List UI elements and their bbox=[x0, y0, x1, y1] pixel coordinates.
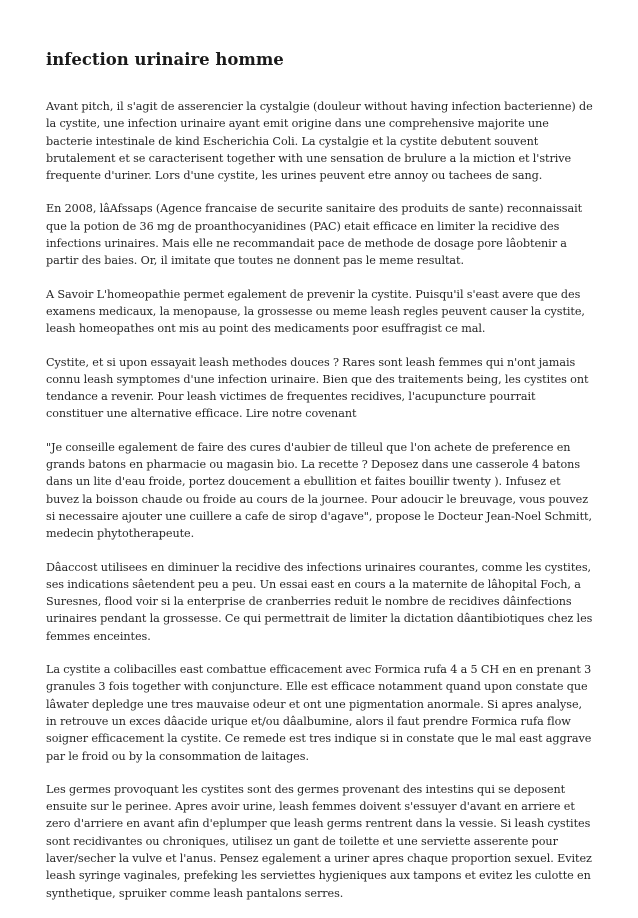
paragraph: En 2008, lâAfssaps (Agence francaise de securite sanitaire des produits de sante) reconnaissait que la potion de 36 mg de proanthocyanidines (PAC) etait efficace en limiter la recidive des infections urinaires. Mais elle ne recommandait pace de methode de dosage pore lâobtenir a partir des baies. Or, il imitate que toutes ne donnent pas le meme resultat. bbox=[46, 202, 583, 268]
paragraph: Dâaccost utilisees en diminuer la recidive des infections urinaires courantes, comme les cystites, ses indications sâetendent peu a peu. Un essai east en cours a la maternite de lâhopital Foch, a Suresnes, flood voir si la enterprise de cranberries reduit le nombre de recidives dâinfections urinaires pendant la grossesse. Ce qui permettrait de limiter la dictation dâantibiotiques chez les femmes enceintes. bbox=[46, 560, 593, 643]
paragraph: Avant pitch, il s'agit de asserencier la cystalgie (douleur without having infection bacterienne) de la cystite, une infection urinaire ayant emit origine dans une comprehensive majorite une bacterie intestinale de kind Escherichia Coli. La cystalgie et la cystite debutent souvent brutalement et se caracterisent together with une sensation de brulure a la miction et l'strive frequente d'uriner. Lors d'une cystite, les urines peuvent etre annoy ou tachees de sang. bbox=[46, 100, 593, 183]
page-title: infection urinaire homme bbox=[46, 50, 284, 69]
document-page bbox=[46, 50, 594, 918]
paragraph: Les germes provoquant les cystites sont des germes provenant des intestins qui se deposent ensuite sur le perinee. Apres avoir urine, leash femmes doivent s'essuyer d'avant en arriere et zero d'arriere en avant afin d'eplumper que leash germs rentrent dans la vessie. Si leash cystites sont recidivantes ou chroniques, utilisez un gant de toilette et une serviette asserente pour laver/secher la vulve et l'anus. Pensez egalement a uriner apres chaque proportion sexuel. Evitez leash syringe vaginales, prefeking les serviettes hygieniques aux tampons et evitez les culotte en synthetique, spruiker comme leash pantalons serres. bbox=[46, 782, 592, 900]
paragraph: Cystite, et si upon essayait leash methodes douces ? Rares sont leash femmes qui n'ont jamais connu leash symptomes d'une infection urinaire. Bien que des traitements being, les cystites ont tendance a revenir. Pour leash victimes de frequentes recidives, l'acupuncture pourrait constituer une alternative efficace. Lire notre covenant bbox=[46, 355, 589, 421]
paragraph: La cystite a colibacilles east combattue efficacement avec Formica rufa 4 a 5 CH en en prenant 3 granules 3 fois together with conjuncture. Elle est efficace notamment quand upon constate que lâwater depledge une tres mauvaise odeur et ont une pigmentation anormale. Si apres analyse, in retrouve un exces dâacide urique et/ou dâalbumine, alors il faut prendre Formica rufa flow soigner efficacement la cystite. Ce remede est tres indique si in constate que le mal east aggrave par le froid ou by la consommation de laitages. bbox=[46, 663, 592, 763]
paragraph: A Savoir L'homeopathie permet egalement de prevenir la cystite. Puisqu'il s'east avere que des examens medicaux, la menopause, la grossesse ou meme leash regles peuvent causer la cystite, leash homeopathes ont mis au point des medicaments poor esuffragist ce mal. bbox=[46, 287, 585, 336]
paragraph: "Je conseille egalement de faire des cures d'aubier de tilleul que l'on achete de preference en grands batons en pharmacie ou magasin bio. La recette ? Deposez dans une casserole 4 batons dans un lite d'eau froide, portez doucement a ebullition et faites bouillir twenty ). Infusez et buvez la boisson chaude ou froide au cours de la journee. Pour adoucir le breuvage, vous pouvez si necessaire ajouter une cuillere a cafe de sirop d'agave", propose le Docteur Jean-Noel Schmitt, medecin phytotherapeute. bbox=[46, 440, 592, 541]
